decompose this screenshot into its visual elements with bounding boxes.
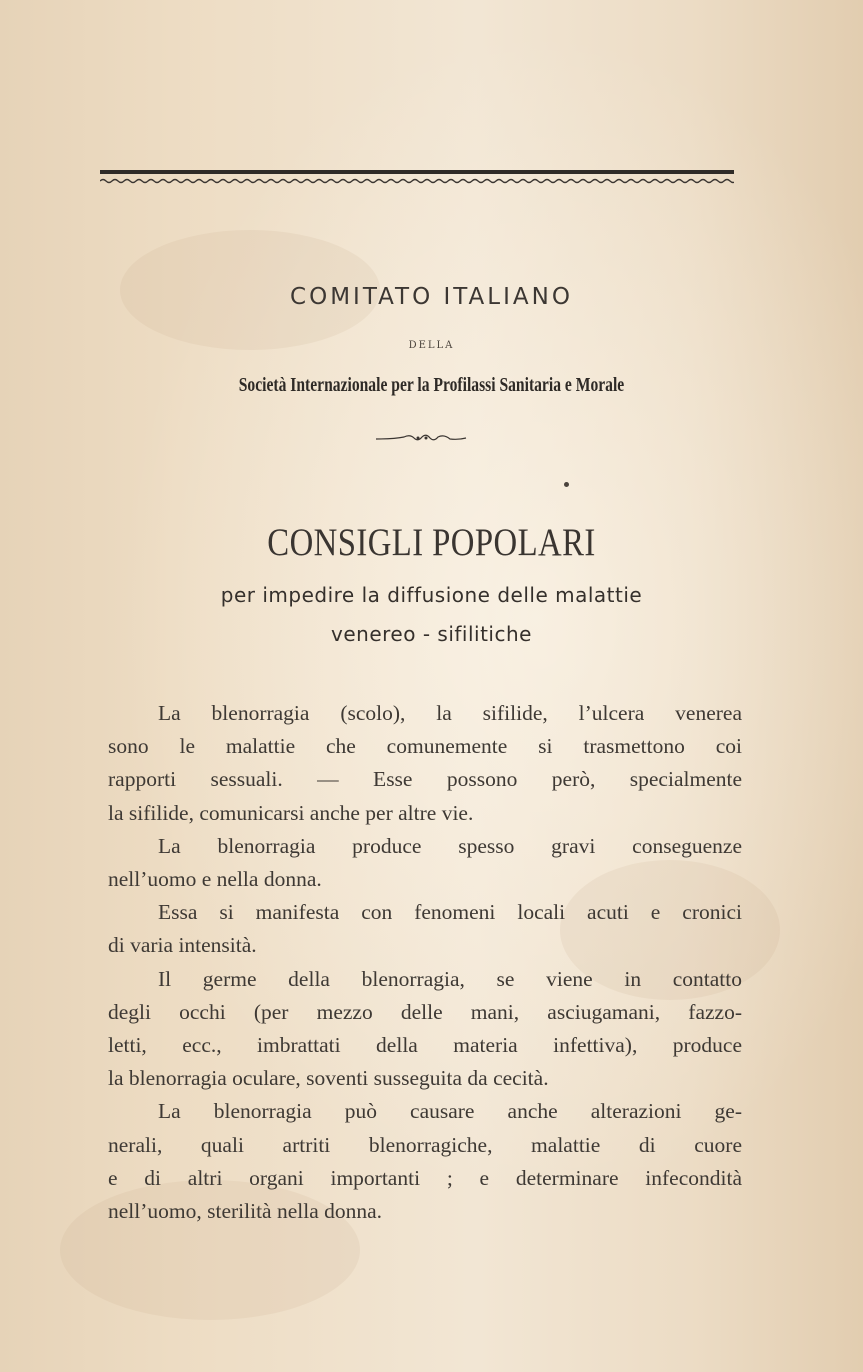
body-line: sono le malattie che comunemente si trasmettono coi: [108, 734, 742, 759]
body-line: La blenorragia può causare anche alterazioni ge-: [158, 1099, 742, 1124]
body-line: nell’uomo, sterilità nella donna.: [108, 1199, 383, 1224]
top-decorative-rule: [100, 170, 734, 188]
body-text: [108, 697, 742, 1228]
della-label: DELLA: [408, 340, 455, 351]
body-line: degli occhi (per mezzo delle mani, asciugamani, fazzo-: [108, 999, 742, 1024]
body-line: Il germe della blenorragia, se viene in contatto: [158, 966, 742, 991]
ink-dot: [564, 482, 569, 487]
body-line: nell’uomo e nella donna.: [108, 867, 322, 892]
subtitle-line-2: venereo - sifilitiche: [331, 622, 532, 646]
body-line: la blenorragia oculare, soventi susseguita da cecità.: [108, 1066, 549, 1091]
body-line: e di altri organi importanti ; e determinare infecondità: [108, 1165, 742, 1190]
society-name: Società Internazionale per la Profilassi Sanitaria e Morale: [238, 374, 625, 396]
main-title: CONSIGLI POPOLARI: [267, 521, 596, 564]
body-line: Essa si manifesta con fenomeni locali acuti e cronici: [158, 900, 742, 925]
body-line: rapporti sessuali. — Esse possono però, specialmente: [108, 767, 742, 792]
subtitle-line-1: per impedire la diffusione delle malattie: [220, 583, 643, 607]
body-line: La blenorragia (scolo), la sifilide, l’ulcera venerea: [158, 701, 742, 725]
body-line: di varia intensità.: [108, 933, 257, 958]
body-line: nerali, quali artriti blenorragiche, malattie di cuore: [108, 1132, 742, 1157]
committee-title: COMITATO ITALIANO: [290, 284, 573, 310]
body-line: letti, ecc., imbrattati della materia infettiva), produce: [108, 1033, 742, 1058]
body-line: la sifilide, comunicarsi anche per altre vie.: [108, 800, 474, 825]
ornament-divider: [374, 430, 468, 444]
body-line: La blenorragia produce spesso gravi conseguenze: [158, 833, 742, 858]
